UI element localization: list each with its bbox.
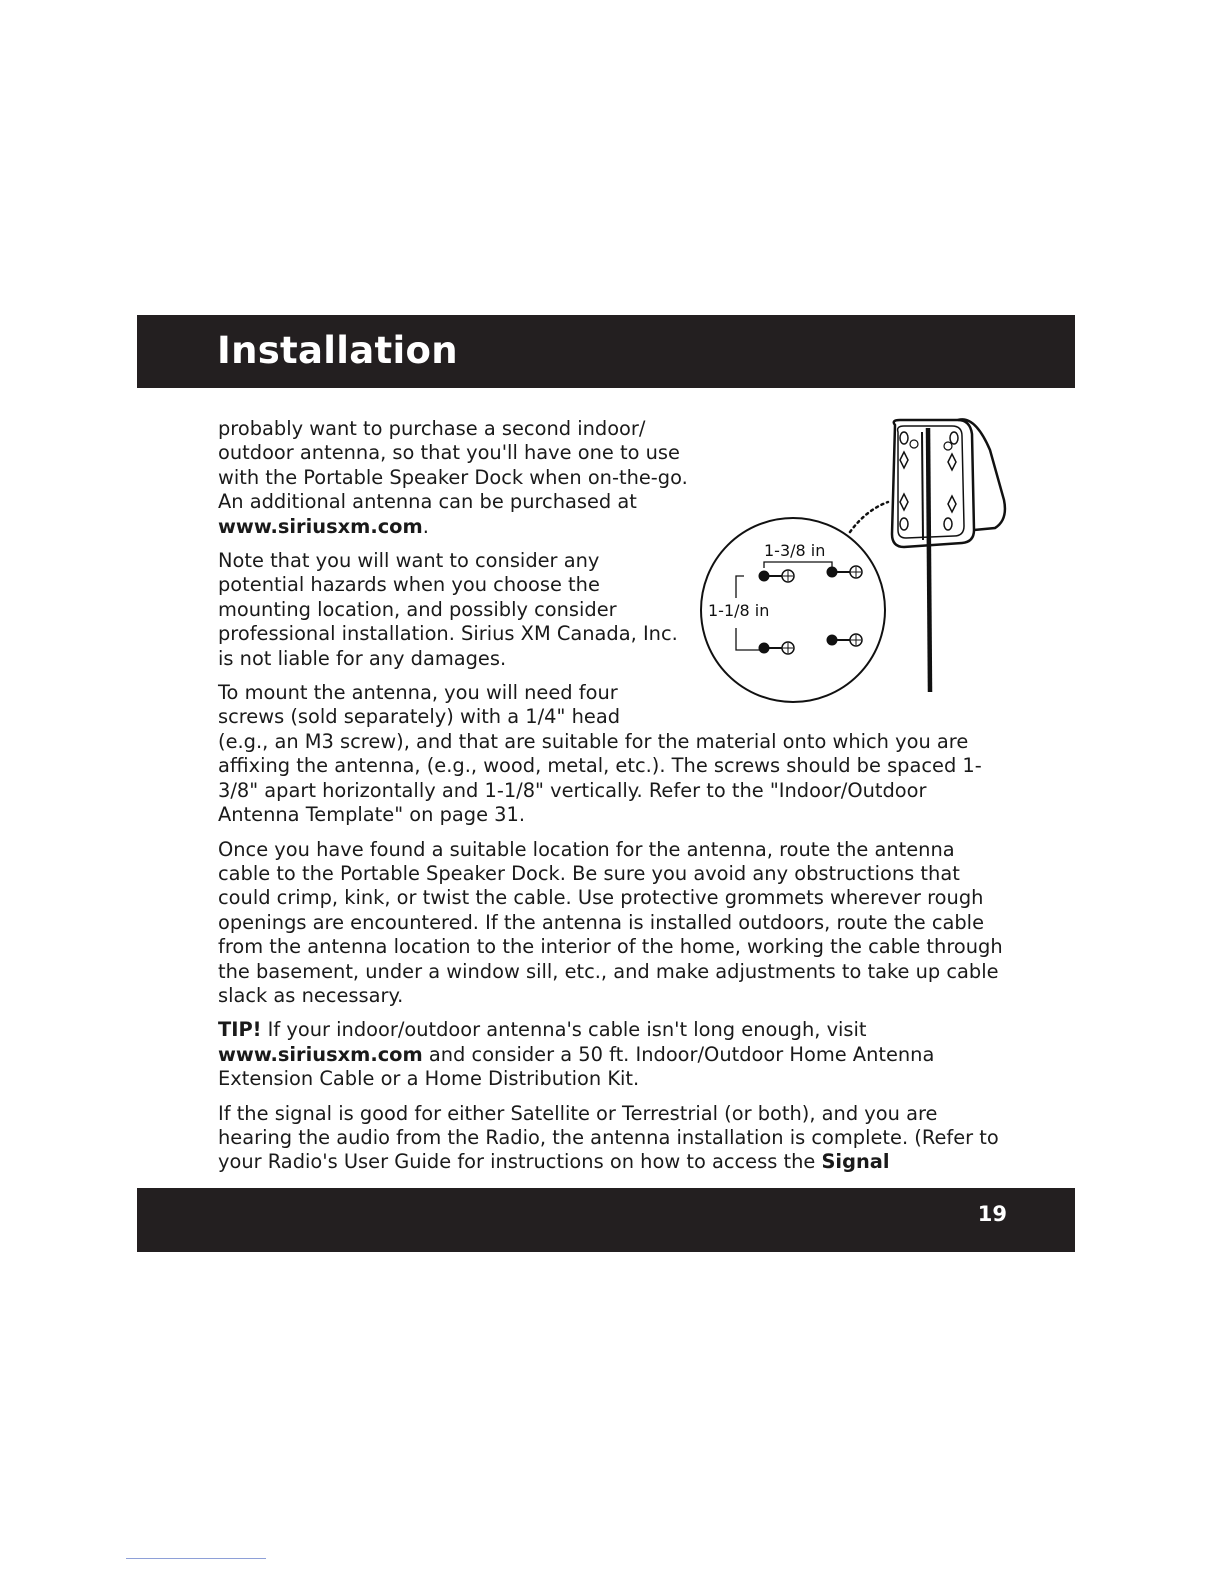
page-title: Installation — [217, 329, 458, 372]
divider — [126, 1558, 266, 1559]
vertical-spacing-label: 1-1/8 in — [708, 601, 770, 620]
paragraph-routing: Once you have found a suitable location for the antenna, route the antenna cable to the Portable Speaker Dock. Be sure you avoid any obstructions that could crimp, kink, or twist the cable. Use protective grommets wherever rough openings are encountered. If the antenna is installed outdoors, route the cable from the antenna location to the interior of the home, working the cable through the basement, under a window sill, etc., and make adjustments to take up cable slack as necessary. — [218, 837, 1003, 1007]
paragraph-tip: TIP! If your indoor/outdoor antenna's cable isn't long enough, visit www.siriusxm.com and consider a 50 ft. Indoor/Outdoor Home Antenna Extension Cable or a Home Distribution Kit. — [218, 1018, 935, 1091]
page-number: 19 — [977, 1202, 1007, 1226]
antenna-cable — [928, 428, 930, 692]
detail-leader-line — [850, 502, 888, 532]
paragraph-hazards: Note that you will want to consider any potential hazards when you choose the mounting location, and possibly consider professional installation. Sirius XM Canada, Inc. is not liable for any damages. — [218, 549, 678, 670]
antenna-illustration — [892, 419, 1005, 547]
paragraph-purchase: probably want to purchase a second indoor/ outdoor antenna, so that you'll have one to use with the Portable Speaker Dock when on-the-go. An additional antenna can be purchased at www.siriusxm.com. — [218, 417, 688, 538]
signal-term: Signal — [821, 1150, 890, 1174]
header-bar — [137, 315, 1075, 388]
antenna-mounting-diagram — [690, 410, 1020, 710]
footer-bar — [137, 1188, 1075, 1252]
tip-label: TIP! — [218, 1018, 262, 1042]
paragraph-mounting: To mount the antenna, you will need four screws (sold separately) with a 1/4" head (e.g., an M3 screw), and that are suitable for the material onto which you are affixing the antenna, (e.g., wood, metal, etc.). The screws should be spaced 1-3/8" apart horizontally and 1-1/8" vertically. Refer to the "Indoor/Outdoor Antenna Template" on page 31. — [218, 681, 982, 827]
paragraph-signal: If the signal is good for either Satellite or Terrestrial (or both), and you are hearing the audio from the Radio, the antenna installation is complete. (Refer to your Radio's User Guide for instructions on how to access the Signal — [218, 1101, 999, 1174]
siriusxm-link: www.siriusxm.com — [218, 1042, 423, 1066]
siriusxm-link: www.siriusxm.com — [218, 514, 423, 538]
horizontal-spacing-label: 1-3/8 in — [764, 541, 826, 560]
